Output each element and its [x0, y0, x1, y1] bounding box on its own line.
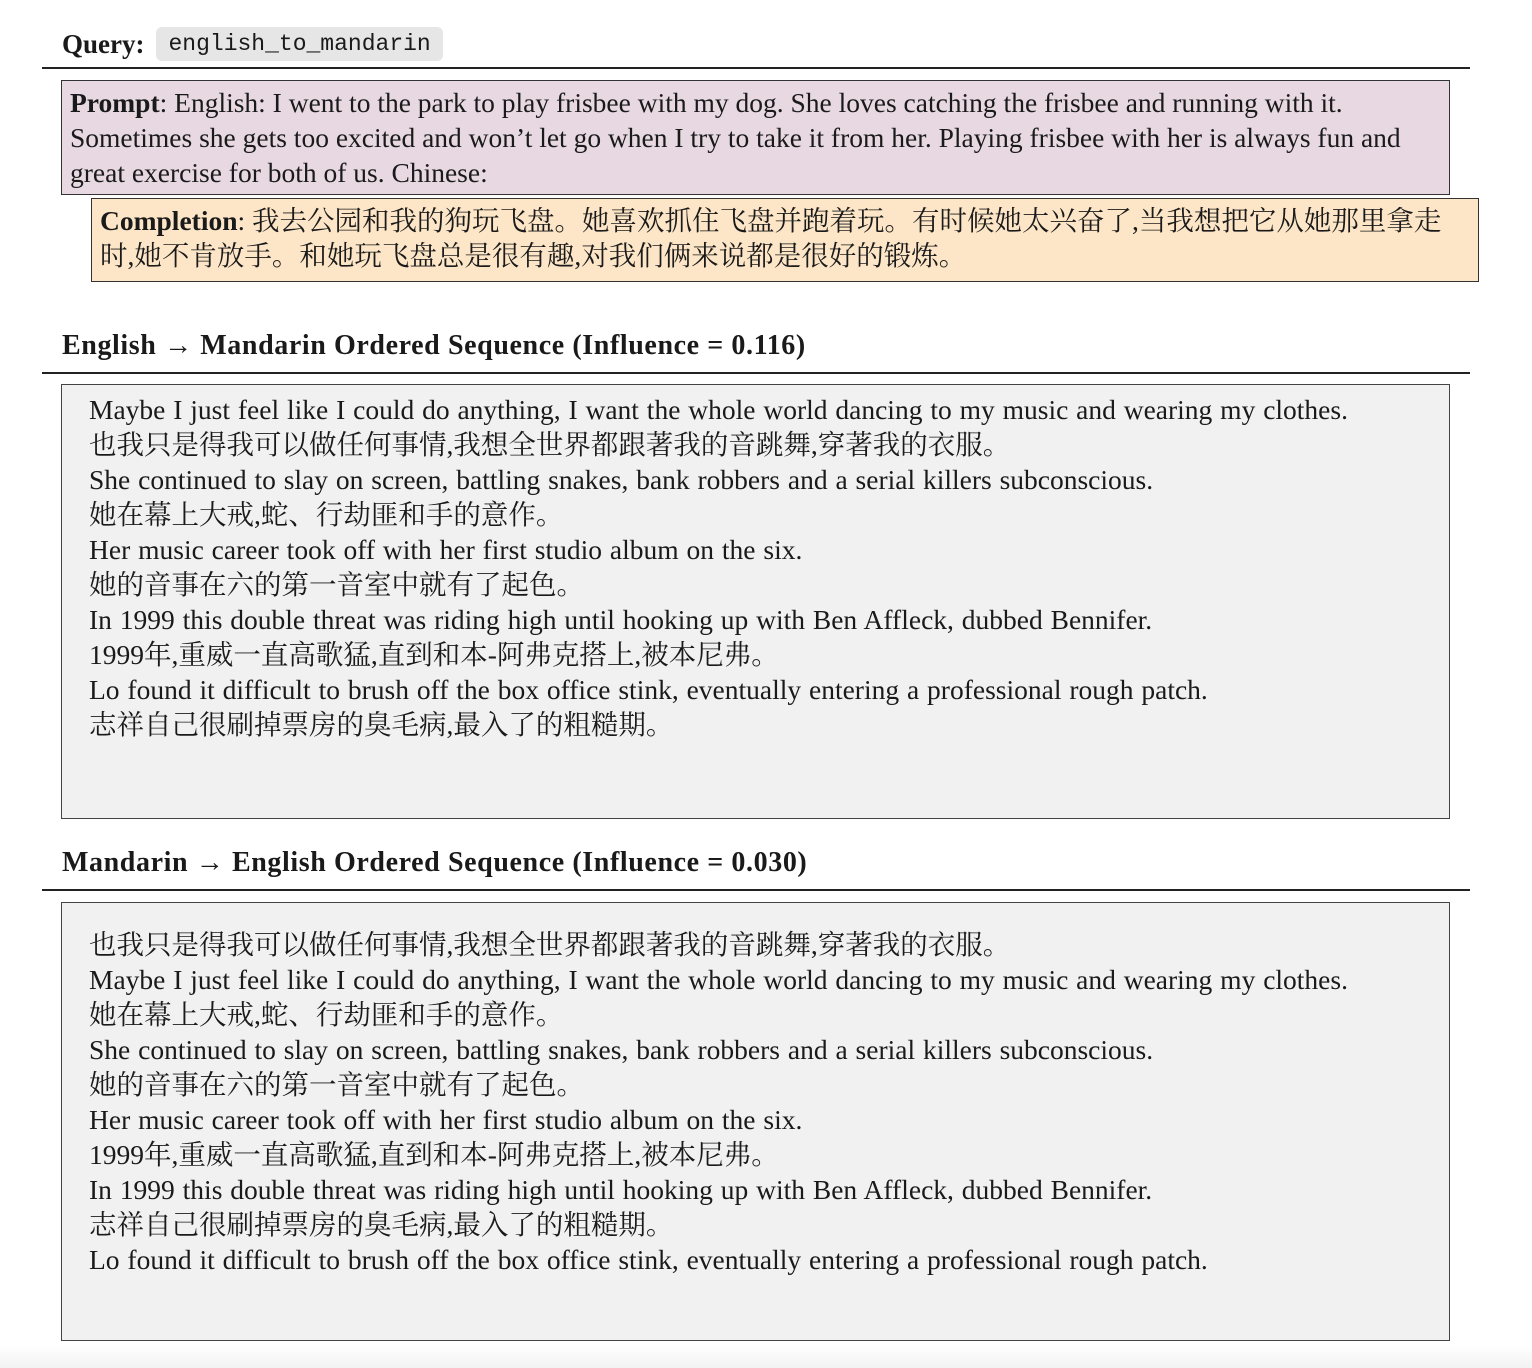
- divider: [42, 67, 1470, 69]
- query-value: english_to_mandarin: [156, 27, 442, 61]
- sequence-line: 志祥自己很刷掉票房的臭毛病,最入了的粗糙期。: [89, 1209, 674, 1240]
- sequence-line: In 1999 this double threat was riding high until hooking up with Ben Affleck, dubbed Bennifer.: [89, 1174, 1153, 1205]
- sequence-line: She continued to slay on screen, battling snakes, bank robbers and a serial killers subconscious.: [89, 1034, 1154, 1065]
- sequence-line: She continued to slay on screen, battling snakes, bank robbers and a serial killers subconscious.: [89, 464, 1154, 495]
- sequence-line: In 1999 this double threat was riding high until hooking up with Ben Affleck, dubbed Bennifer.: [89, 604, 1153, 635]
- page-bottom-edge: [0, 1346, 1532, 1368]
- divider: [42, 372, 1470, 374]
- sequence-line: 也我只是得我可以做任何事情,我想全世界都跟著我的音跳舞,穿著我的衣服。: [89, 929, 1011, 960]
- sequence-line: 也我只是得我可以做任何事情,我想全世界都跟著我的音跳舞,穿著我的衣服。: [89, 429, 1011, 460]
- completion-label: Completion: [100, 205, 238, 236]
- section-title-zh-en: Mandarin → English Ordered Sequence (Influence = 0.030): [62, 847, 808, 878]
- prompt-label: Prompt: [70, 87, 160, 118]
- sequence-line: 1999年,重威一直高歌猛,直到和本-阿弗克搭上,被本尼弗。: [89, 639, 779, 670]
- prompt-text: : English: I went to the park to play frisbee with my dog. She loves catching the frisbee and running with it. Sometimes she gets too excited and won’t let go when I try to take it from her. Playing frisbee with her is always fun and great exercise for both of us. Chinese:: [70, 87, 1401, 188]
- sequence-box-en-zh: [61, 384, 1450, 819]
- sequence-line: Her music career took off with her first studio album on the six.: [89, 1104, 803, 1135]
- sequence-box-zh-en: [61, 902, 1450, 1341]
- divider: [42, 889, 1470, 891]
- section-title-en-zh: English → Mandarin Ordered Sequence (Influence = 0.116): [62, 330, 806, 361]
- sequence-line: 她在幕上大戒,蛇、行劫匪和手的意作。: [89, 499, 564, 530]
- sequence-line: 1999年,重威一直高歌猛,直到和本-阿弗克搭上,被本尼弗。: [89, 1139, 779, 1170]
- sequence-line: Maybe I just feel like I could do anything, I want the whole world dancing to my music and wearing my clothes.: [89, 394, 1348, 425]
- completion-text: : 我去公园和我的狗玩飞盘。她喜欢抓住飞盘并跑着玩。有时候她太兴奋了,当我想把它从她那里拿走时,她不肯放手。和她玩飞盘总是很有趣,对我们俩来说都是很好的锻炼。: [100, 205, 1442, 271]
- sequence-line: 她的音事在六的第一音室中就有了起色。: [89, 569, 584, 600]
- query-label: Query:: [62, 28, 145, 59]
- sequence-line: Maybe I just feel like I could do anything, I want the whole world dancing to my music and wearing my clothes.: [89, 964, 1348, 995]
- prompt-box: [61, 80, 1450, 195]
- sequence-line: Lo found it difficult to brush off the box office stink, eventually entering a professional rough patch.: [89, 1244, 1208, 1275]
- sequence-line: 志祥自己很刷掉票房的臭毛病,最入了的粗糙期。: [89, 709, 674, 740]
- completion-box: [91, 198, 1479, 282]
- sequence-line: 她在幕上大戒,蛇、行劫匪和手的意作。: [89, 999, 564, 1030]
- sequence-line: Her music career took off with her first studio album on the six.: [89, 534, 803, 565]
- query-header: [62, 24, 443, 64]
- sequence-line: Lo found it difficult to brush off the box office stink, eventually entering a professional rough patch.: [89, 674, 1208, 705]
- sequence-line: 她的音事在六的第一音室中就有了起色。: [89, 1069, 584, 1100]
